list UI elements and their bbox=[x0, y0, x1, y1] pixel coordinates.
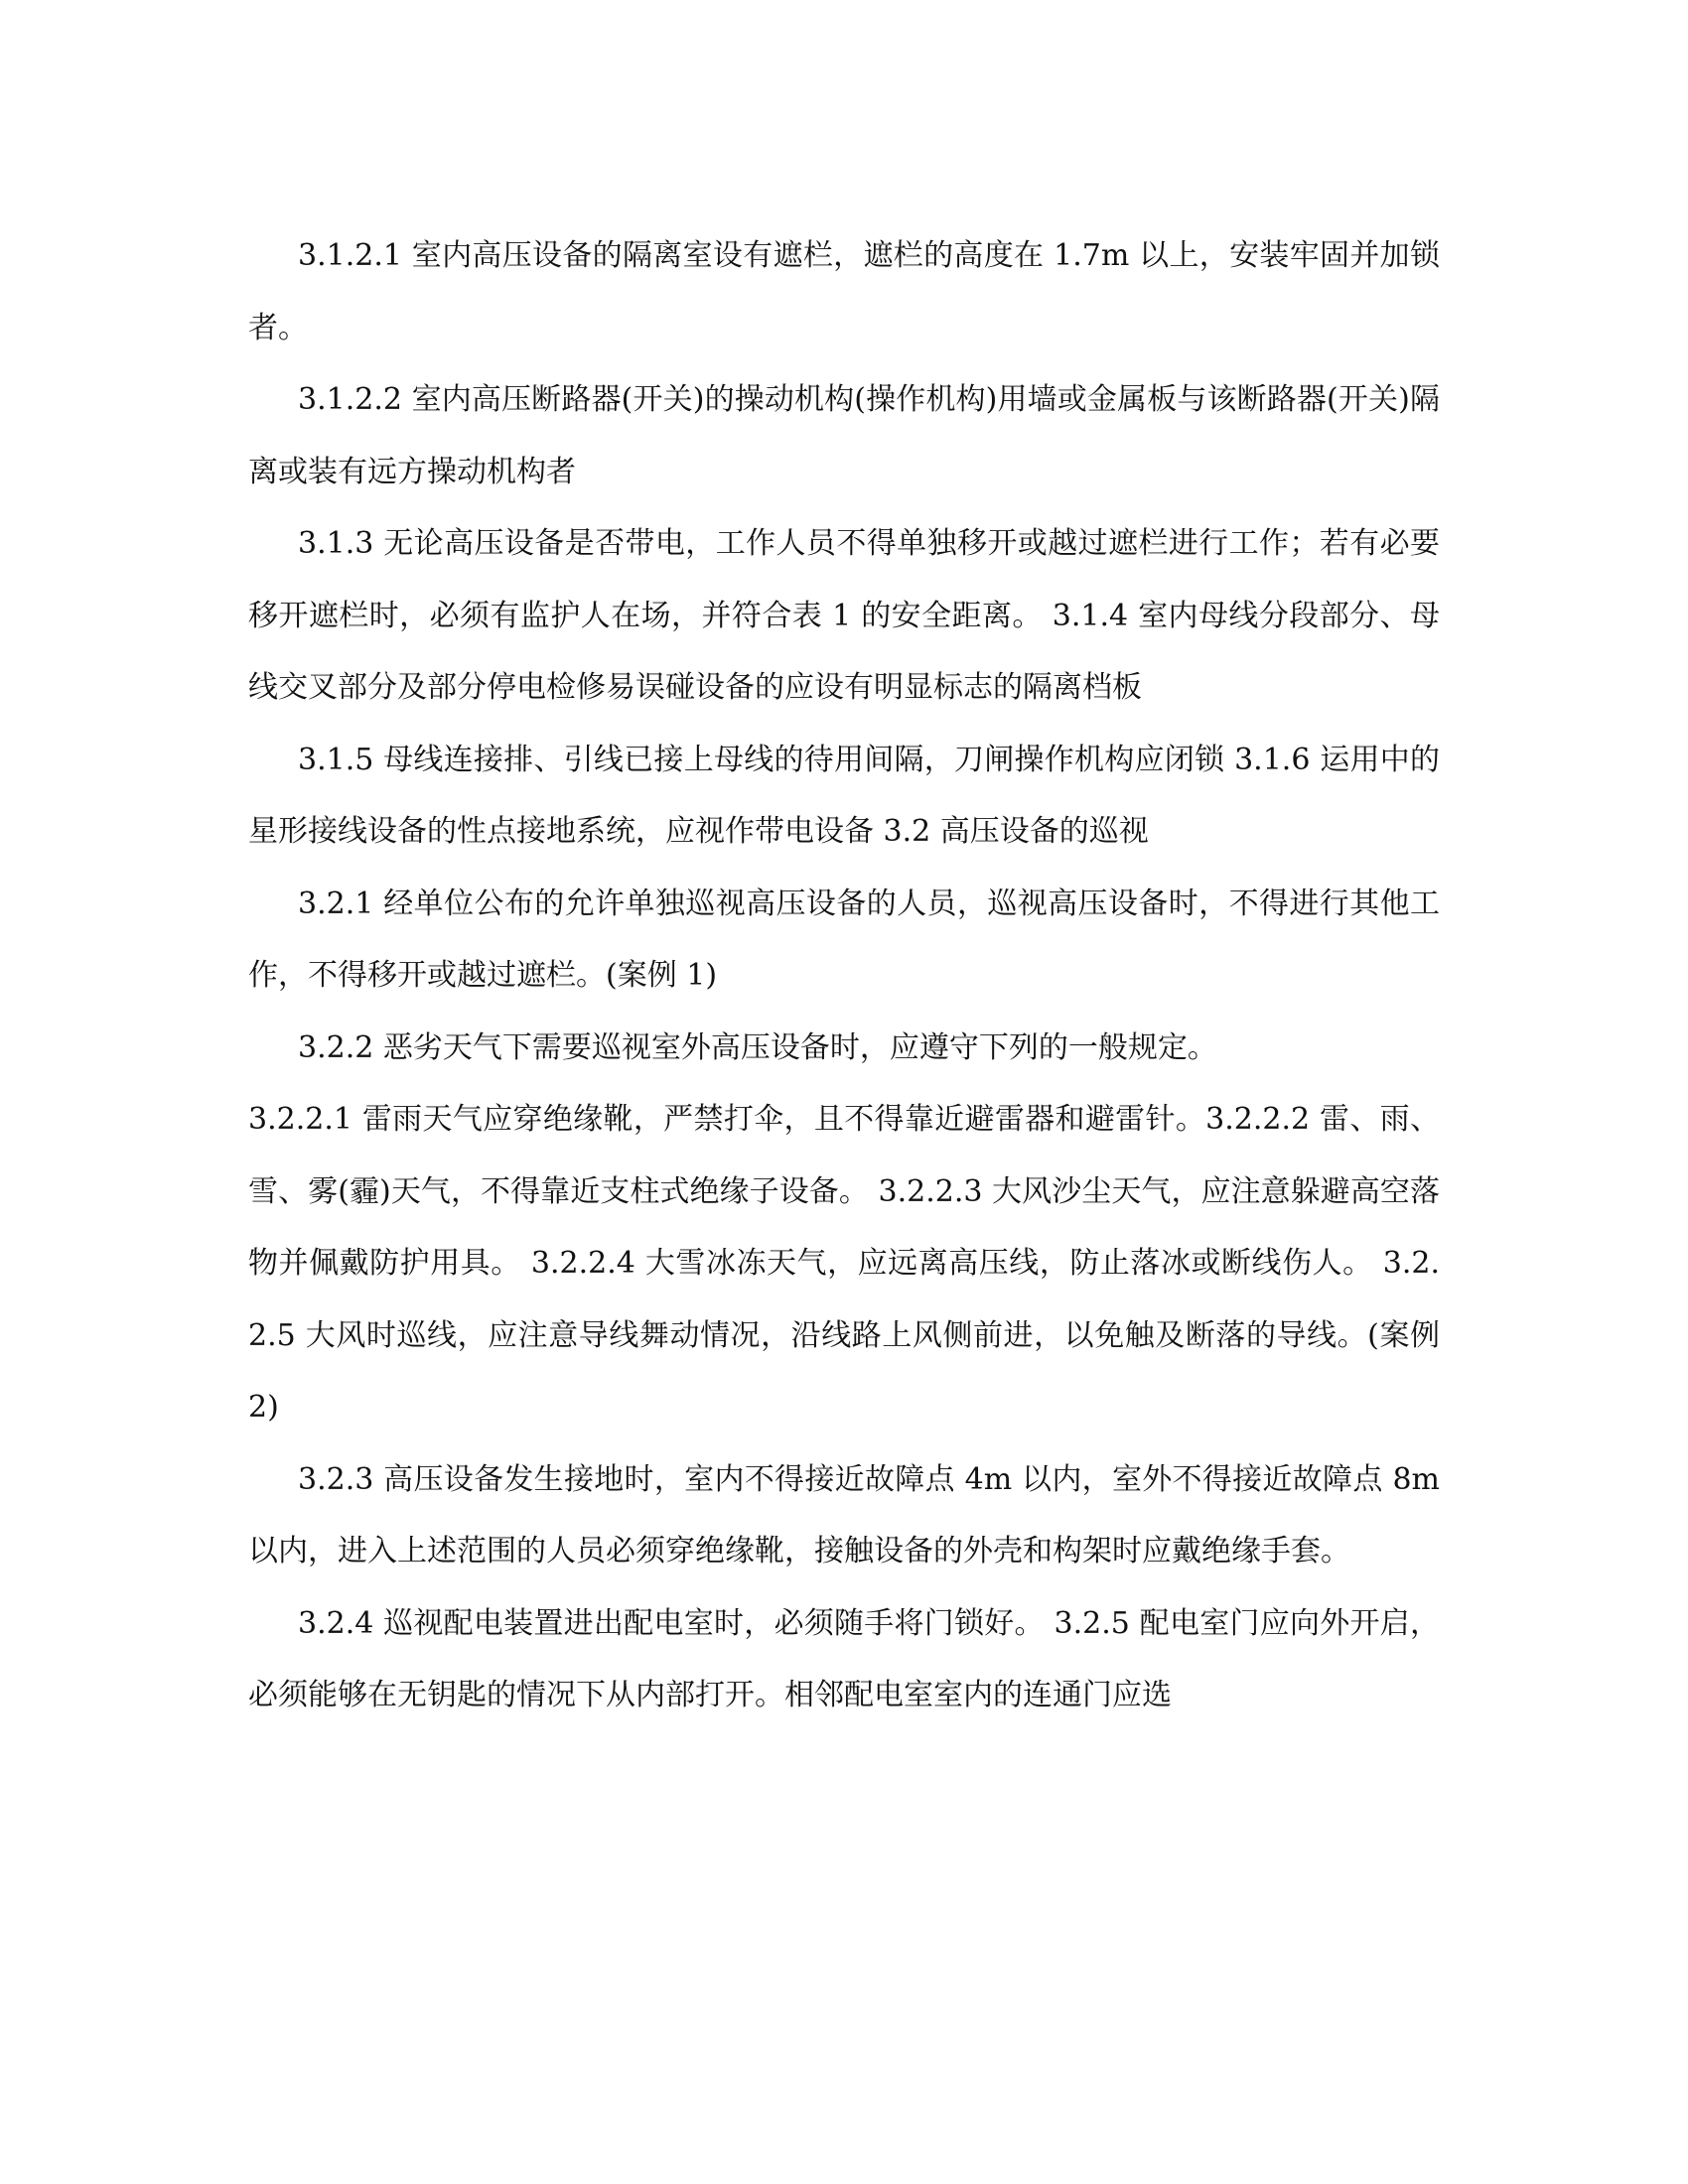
paragraph-3-1-5: 3.1.5 母线连接排、引线已接上母线的待用间隔，刀闸操作机构应闭锁 3.1.6 运用中的星形接线设备的性点接地系统，应视作带电设备 3.2 高压设备的巡视 bbox=[248, 742, 1440, 849]
paragraph-3-2-2-1: 3.2.2.1 雷雨天气应穿绝缘靴，严禁打伞，且不得靠近避雷器和避雷针。3.2.2.2 雷、雨、雪、雾(霾)天气，不得靠近支柱式绝缘子设备。 3.2.2.3 大风沙尘天气，应注意躲避高空落物并佩戴防护用具。 3.2.2.4 大雪冰冻天气，应远离高压线，防止落冰或断线伤人。 3.2.2.5 大风时巡线，应注意导线舞动情况，沿线路上风侧前进，以免触及断落的导线。(案例 2) bbox=[248, 1102, 1440, 1425]
paragraph-3-2-4: 3.2.4 巡视配电装置进出配电室时，必须随手将门锁好。 3.2.5 配电室门应向外开启，必须能够在无钥匙的情况下从内部打开。相邻配电室室内的连通门应选 bbox=[248, 1605, 1440, 1712]
paragraph-3-1-3: 3.1.3 无论高压设备是否带电，工作人员不得单独移开或越过遮栏进行工作；若有必要移开遮栏时，必须有监护人在场，并符合表 1 的安全距离。 3.1.4 室内母线分段部分、母线交叉部分及部分停电检修易误碰设备的应设有明显标志的隔离档板 bbox=[248, 526, 1440, 705]
paragraph-3-2-1: 3.2.1 经单位公布的允许单独巡视高压设备的人员，巡视高压设备时，不得进行其他工作，不得移开或越过遮栏。(案例 1) bbox=[248, 886, 1440, 993]
paragraph-3-1-2-2: 3.1.2.2 室内高压断路器(开关)的操动机构(操作机构)用墙或金属板与该断路器(开关)隔离或装有远方操动机构者 bbox=[248, 382, 1440, 489]
paragraph-3-2-2: 3.2.2 恶劣天气下需要巡视室外高压设备时，应遵守下列的一般规定。 bbox=[298, 1029, 1217, 1065]
paragraph-3-1-2-1: 3.1.2.1 室内高压设备的隔离室设有遮栏，遮栏的高度在 1.7m 以上，安装牢固并加锁者。 bbox=[248, 238, 1440, 345]
paragraph-3-2-3: 3.2.3 高压设备发生接地时，室内不得接近故障点 4m 以内，室外不得接近故障点 8m 以内，进入上述范围的人员必须穿绝缘靴，接触设备的外壳和构架时应戴绝缘手套。 bbox=[248, 1461, 1440, 1569]
document-page bbox=[248, 220, 1440, 1732]
